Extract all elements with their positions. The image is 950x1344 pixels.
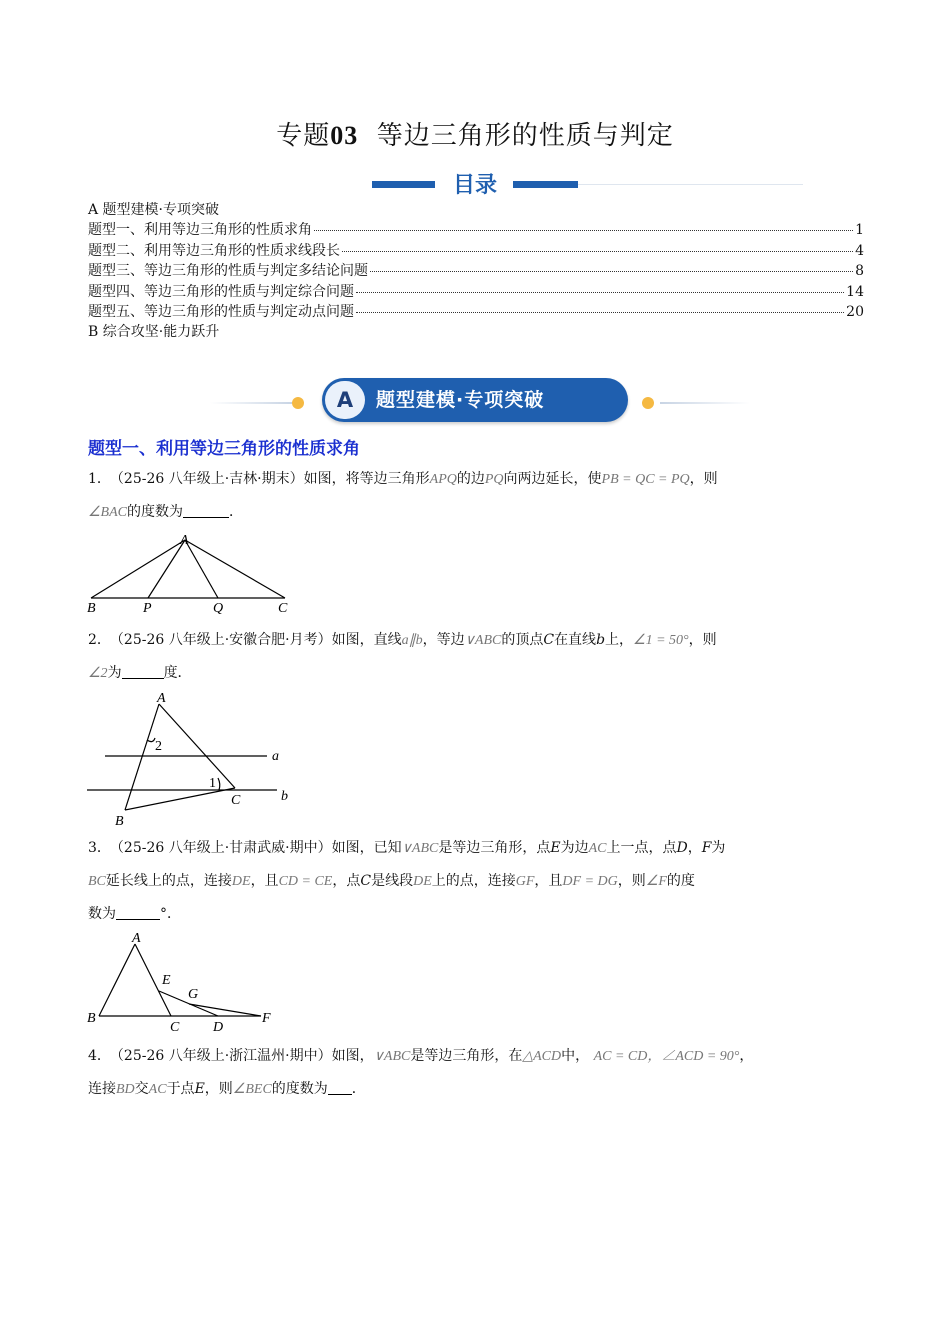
label-angle-2: 2 — [155, 739, 162, 754]
toc-heading-text: 目录 — [452, 173, 497, 198]
answer-blank[interactable] — [328, 1080, 352, 1095]
toc-page: 1 — [855, 222, 864, 239]
toc-page: 20 — [846, 304, 864, 321]
toc-page: 4 — [855, 242, 864, 259]
toc-part-a[interactable]: A 题型建模·专项突破 — [88, 202, 220, 218]
figure-3 — [85, 928, 285, 1036]
toc-item[interactable]: 题型三、等边三角形的性质与判定多结论问题 8 — [88, 261, 864, 281]
banner-label: 题型建模·专项突破 — [376, 389, 545, 411]
table-of-contents — [88, 200, 864, 343]
label-E: E — [162, 973, 171, 988]
page-title — [0, 115, 950, 152]
toc-page: 8 — [855, 263, 864, 280]
banner-line-left — [210, 402, 292, 404]
banner-line-right — [660, 402, 750, 404]
figure-2 — [85, 688, 300, 830]
toc-heading-line — [578, 184, 803, 185]
label-Q: Q — [213, 601, 224, 615]
label-P: P — [143, 601, 152, 615]
toc-item[interactable]: 题型五、等边三角形的性质与判定动点问题 20 — [88, 302, 864, 322]
toc-leader — [314, 230, 853, 231]
label-A: A — [157, 691, 166, 706]
answer-blank[interactable] — [116, 905, 160, 920]
answer-blank[interactable] — [183, 503, 229, 518]
toc-leader — [342, 251, 853, 252]
question-2: 2． （25-26 八年级上·安徽合肥·月考）如图，直线a∥b，等边∨ABC的顶点C在直线b上，∠1 = 50°，则 ∠2为 度． — [88, 632, 717, 681]
toc-heading-bar-left — [372, 181, 435, 188]
label-C: C — [231, 793, 241, 808]
type-heading: 题型一、利用等边三角形的性质求角 — [88, 439, 360, 459]
label-line-a: a — [272, 749, 279, 764]
toc-part-b[interactable]: B 综合攻坚·能力跃升 — [88, 324, 220, 341]
label-G: G — [188, 987, 199, 1002]
toc-item[interactable]: 题型一、利用等边三角形的性质求角 1 — [88, 220, 864, 240]
toc-leader — [356, 312, 844, 313]
toc-leader — [370, 271, 853, 272]
label-C: C — [170, 1020, 180, 1035]
label-B: B — [115, 814, 124, 829]
label-B: B — [87, 1011, 96, 1026]
title-number: 03 — [330, 121, 359, 150]
toc-heading-bar-right — [513, 181, 578, 188]
label-line-b: b — [281, 789, 288, 804]
figure-1 — [85, 530, 300, 615]
toc-page: 14 — [846, 283, 864, 300]
label-F: F — [262, 1011, 271, 1026]
question-4: 4． （25-26 八年级上·浙江温州·期中）如图，∨ABC是等边三角形，在△ACD中， AC = CD，∠ACD = 90°， 连接BD交AC于点E，则∠BEC的度数为 ． — [88, 1048, 754, 1097]
label-D: D — [213, 1020, 224, 1035]
label-B: B — [87, 601, 96, 615]
banner-dot-left — [292, 397, 304, 409]
answer-blank[interactable] — [122, 664, 164, 679]
question-1: 1． （25-26 八年级上·吉林·期末）如图，将等边三角形APQ的边PQ向两边延长，使PB = QC = PQ，则 ∠BAC的度数为 ． — [88, 471, 718, 520]
toc-leader — [356, 292, 844, 293]
toc-heading — [0, 168, 950, 204]
toc-item[interactable]: 题型四、等边三角形的性质与判定综合问题 14 — [88, 282, 864, 302]
title-prefix: 专题 — [276, 121, 331, 151]
banner-dot-right — [642, 397, 654, 409]
question-3: 3． （25-26 八年级上·甘肃武威·期中）如图，已知∨ABC是等边三角形，点E为边AC上一点，点D，F为 BC延长线上的点，连接DE，且CD = CE，点C是线段DE上的点，连接GF，且DF = DG，则∠F的度 数为 °． — [88, 840, 726, 922]
label-A: A — [180, 533, 189, 548]
title-rest: 等边三角形的性质与判定 — [376, 121, 674, 151]
label-A: A — [132, 931, 141, 946]
section-banner — [210, 376, 750, 426]
banner-letter: A — [325, 381, 365, 419]
label-C: C — [278, 601, 288, 615]
label-angle-1: 1 — [209, 776, 216, 791]
toc-item[interactable]: 题型二、利用等边三角形的性质求线段长 4 — [88, 241, 864, 261]
